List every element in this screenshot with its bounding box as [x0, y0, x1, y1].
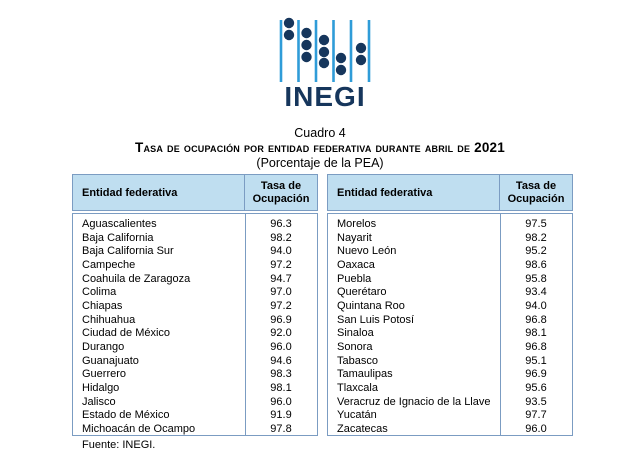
rate-column-header [500, 175, 572, 210]
table-row [73, 313, 317, 327]
occupation-rate-value: 98.1 [525, 327, 547, 340]
entity-name: Querétaro [337, 286, 387, 299]
occupation-rate-value: 97.0 [270, 286, 292, 299]
occupation-rate-value: 98.6 [525, 258, 547, 271]
entity-name: Baja California Sur [82, 245, 174, 258]
occupation-rate-value: 96.3 [270, 217, 292, 230]
entity-name: Tlaxcala [337, 382, 378, 395]
entity-name: Veracruz de Ignacio de la Llave [337, 395, 491, 408]
entity-name: Hidalgo [82, 382, 120, 395]
entity-column-header: Entidad federativa [328, 175, 500, 210]
table-number-label: Cuadro 4 [294, 126, 346, 140]
rate-header-line2: Ocupación [507, 192, 565, 205]
entity-name: Chiapas [82, 299, 123, 312]
occupation-rate-value: 96.0 [270, 341, 292, 354]
entity-name: Sinaloa [337, 327, 374, 340]
occupation-rate-value: 98.2 [270, 231, 292, 244]
table-row [73, 368, 317, 382]
entity-name: Jalisco [82, 395, 116, 408]
table-row [328, 258, 572, 272]
table-row [328, 327, 572, 341]
inegi-wordmark: INEGI [284, 81, 366, 112]
inegi-abacus-icon [270, 12, 380, 83]
occupation-rate-value: 96.0 [525, 423, 547, 436]
table-row [328, 381, 572, 395]
table-row [73, 327, 317, 341]
occupation-rate-value: 97.5 [525, 217, 547, 230]
occupation-rate-value: 95.6 [525, 382, 547, 395]
source-note: Fuente: INEGI. [82, 439, 156, 451]
occupation-rate-value: 93.4 [525, 286, 547, 299]
occupation-rate-value: 98.2 [525, 231, 547, 244]
occupation-rate-value: 91.9 [270, 409, 292, 422]
table-row [328, 231, 572, 245]
table-row [328, 395, 572, 409]
occupation-rate-value: 93.5 [525, 395, 547, 408]
rate-column-header [245, 175, 317, 210]
entity-name: Guerrero [82, 368, 127, 381]
entity-name: Nayarit [337, 231, 372, 244]
occupation-rate-value: 97.8 [270, 423, 292, 436]
occupation-rate-value: 96.9 [525, 368, 547, 381]
entity-name: Tamaulipas [337, 368, 393, 381]
table-row [328, 272, 572, 286]
entity-name: Yucatán [337, 409, 377, 422]
entity-name: Tabasco [337, 354, 378, 367]
table-row [73, 395, 317, 409]
table-body-right [327, 213, 573, 436]
occupation-rate-value: 97.2 [270, 258, 292, 271]
occupation-rate-value: 94.7 [270, 272, 292, 285]
rate-header-line1: Tasa de [515, 179, 557, 192]
table-header-right [327, 174, 573, 211]
occupation-rate-value: 97.7 [525, 409, 547, 422]
occupation-rate-value: 98.3 [270, 368, 292, 381]
table-row [328, 285, 572, 299]
table-body-left [72, 213, 318, 436]
table-row [328, 368, 572, 382]
entity-name: Quintana Roo [337, 299, 405, 312]
table-row [73, 340, 317, 354]
page-title: Tasa de ocupación por entidad federativa durante abril de 2021 [135, 140, 505, 155]
occupation-rate-value: 94.6 [270, 354, 292, 367]
table-row [328, 409, 572, 423]
table-row [328, 217, 572, 231]
table-row [73, 244, 317, 258]
entity-name: Campeche [82, 258, 136, 271]
occupation-rate-value: 96.8 [525, 313, 547, 326]
table-row [328, 299, 572, 313]
table-row [73, 285, 317, 299]
entity-name: Morelos [337, 217, 377, 230]
table-row [73, 231, 317, 245]
table-row [73, 299, 317, 313]
table-row [73, 354, 317, 368]
table-row [73, 381, 317, 395]
occupation-rate-value: 95.1 [525, 354, 547, 367]
table-row [328, 354, 572, 368]
table-row [328, 244, 572, 258]
entity-name: Puebla [337, 272, 372, 285]
column-divider [245, 214, 246, 435]
page-subtitle: (Porcentaje de la PEA) [256, 156, 384, 170]
table-row [73, 409, 317, 423]
entity-column-header: Entidad federativa [73, 175, 245, 210]
rate-header-line1: Tasa de [260, 179, 302, 192]
entity-name: Nuevo León [337, 245, 397, 258]
table-row [328, 313, 572, 327]
entity-name: Michoacán de Ocampo [82, 423, 196, 436]
entity-name: Durango [82, 341, 125, 354]
entity-name: Ciudad de México [82, 327, 171, 340]
table-row [328, 340, 572, 354]
occupation-rate-value: 98.1 [270, 382, 292, 395]
occupation-table-right [327, 174, 573, 436]
occupation-rate-value: 96.9 [270, 313, 292, 326]
table-row [73, 217, 317, 231]
table-row [328, 422, 572, 436]
entity-name: Aguascalientes [82, 217, 157, 230]
entity-name: Colima [82, 286, 117, 299]
entity-name: Sonora [337, 341, 373, 354]
rate-header-line2: Ocupación [252, 192, 310, 205]
occupation-rate-value: 96.8 [525, 341, 547, 354]
occupation-rate-value: 92.0 [270, 327, 292, 340]
occupation-rate-value: 95.2 [525, 245, 547, 258]
table-header-left [72, 174, 318, 211]
table-row [73, 422, 317, 436]
occupation-rate-value: 94.0 [270, 245, 292, 258]
entity-name: San Luis Potosí [337, 313, 415, 326]
occupation-rate-value: 96.0 [270, 395, 292, 408]
table-row [73, 258, 317, 272]
column-divider [500, 214, 501, 435]
entity-name: Estado de México [82, 409, 170, 422]
occupation-rate-value: 94.0 [525, 299, 547, 312]
entity-name: Guanajuato [82, 354, 139, 367]
occupation-rate-value: 95.8 [525, 272, 547, 285]
entity-name: Chihuahua [82, 313, 136, 326]
occupation-rate-value: 97.2 [270, 299, 292, 312]
table-row [73, 272, 317, 286]
entity-name: Baja California [82, 231, 154, 244]
entity-name: Zacatecas [337, 423, 388, 436]
entity-name: Coahuila de Zaragoza [82, 272, 191, 285]
occupation-table-left [72, 174, 318, 436]
entity-name: Oaxaca [337, 258, 375, 271]
